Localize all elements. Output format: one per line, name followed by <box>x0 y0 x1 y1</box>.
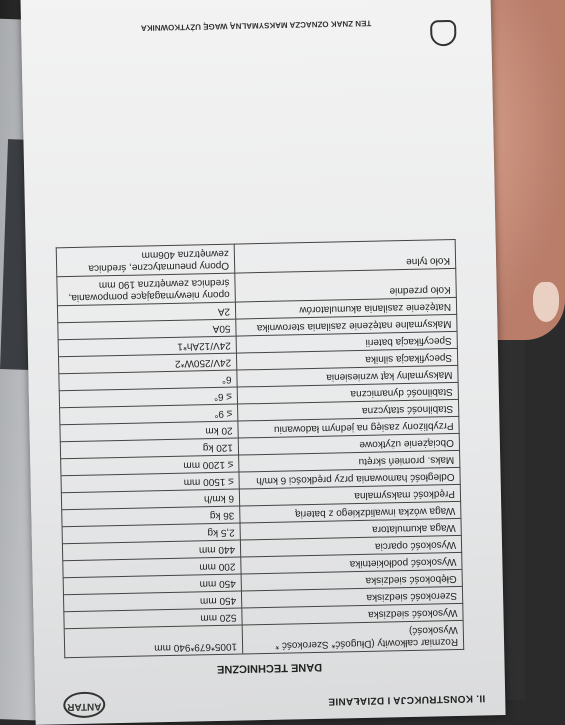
manual-page <box>20 0 505 725</box>
spec-label: Wysokość siedziska <box>242 603 463 625</box>
spec-value: 440 mm <box>62 540 240 561</box>
spec-value: ≤ 9° <box>60 404 238 425</box>
spec-value: ≤ 1200 mm <box>61 455 239 476</box>
spec-value: 36 kg <box>62 506 240 527</box>
spec-label: Szerokość siedziska <box>241 586 462 608</box>
table-title: DANE TECHNICZNE <box>216 660 323 676</box>
spec-value: 520 mm <box>64 608 242 629</box>
footer-note: TEN ZNAK OZNACZA MAKSYMALNĄ WAGĘ UŻYTKOWNIKA <box>140 18 372 33</box>
spec-value: ≤ 1500 mm <box>61 472 239 493</box>
spec-label: Waga akumulatora <box>240 518 461 540</box>
spec-value: ≤ 6° <box>59 387 237 408</box>
section-heading: II. KONSTRUKCJA I DZIAŁANIE <box>327 692 486 707</box>
spec-label: Rozmiar całkowity (Długość* Szerokość * Wysokość) <box>242 620 464 654</box>
spec-value: Opony pneumatyczne, średnica zewnętrzna 406mm <box>56 244 235 277</box>
spec-value: 120 kg <box>60 438 238 459</box>
spec-value: 450 mm <box>63 591 241 612</box>
spec-label: Koło przednie <box>235 268 457 302</box>
spec-value: 450 mm <box>63 574 241 595</box>
spec-value: 24V/12Ah*1 <box>58 336 236 357</box>
spec-value: 200 mm <box>63 557 241 578</box>
spec-label: Specyfikacja silnika <box>236 348 457 370</box>
spec-label: Wysokość oparcia <box>240 535 461 557</box>
spec-label: Maksymalne natężenie zasilania sterownika <box>236 314 457 336</box>
spec-value: 50A <box>58 319 236 340</box>
spec-value: 2,5 kg <box>62 523 240 544</box>
spec-label: Obciążenie użytkowe <box>238 433 459 455</box>
spec-label: Wysokość podłokietnika <box>241 552 462 574</box>
fingernail <box>533 282 559 322</box>
printed-content <box>20 0 505 725</box>
spec-label: Waga wózka inwalidzkiego z baterią <box>240 501 461 523</box>
spec-label: Koło tylne <box>234 239 456 273</box>
spec-value: opony niewymagające pompowania, średnica zewnętrzna 190 mm <box>57 273 236 306</box>
brand-logo-icon: ANTAR <box>63 691 106 718</box>
spec-label: Stabilność dynamiczna <box>237 382 458 404</box>
spec-label: Stabilność statyczna <box>238 399 459 421</box>
spec-label: Maks. promień skrętu <box>239 450 460 472</box>
spec-label: Głębokość siedziska <box>241 569 462 591</box>
spec-value: 1005*679*940 mm <box>64 625 243 658</box>
spec-value: 20 km <box>60 421 238 442</box>
spec-value: 2A <box>57 302 235 323</box>
spec-value: 24V/250W*2 <box>58 353 236 374</box>
spec-table <box>56 239 465 658</box>
spec-label: Przybliżony zasięg na jednym ładowaniu <box>238 416 459 438</box>
spec-value: 6 km/h <box>61 489 239 510</box>
spec-label: Natężenie zasilania akumulatorów <box>235 297 456 319</box>
spec-label: Maksymalny kąt wzniesienia <box>237 365 458 387</box>
spec-label: Prędkość maksymalna <box>239 484 460 506</box>
spec-value: 6° <box>59 370 237 391</box>
spec-label: Odległość hamowania przy prędkości 6 km/h <box>239 467 460 489</box>
spec-label: Specyfikacja baterii <box>236 331 457 353</box>
